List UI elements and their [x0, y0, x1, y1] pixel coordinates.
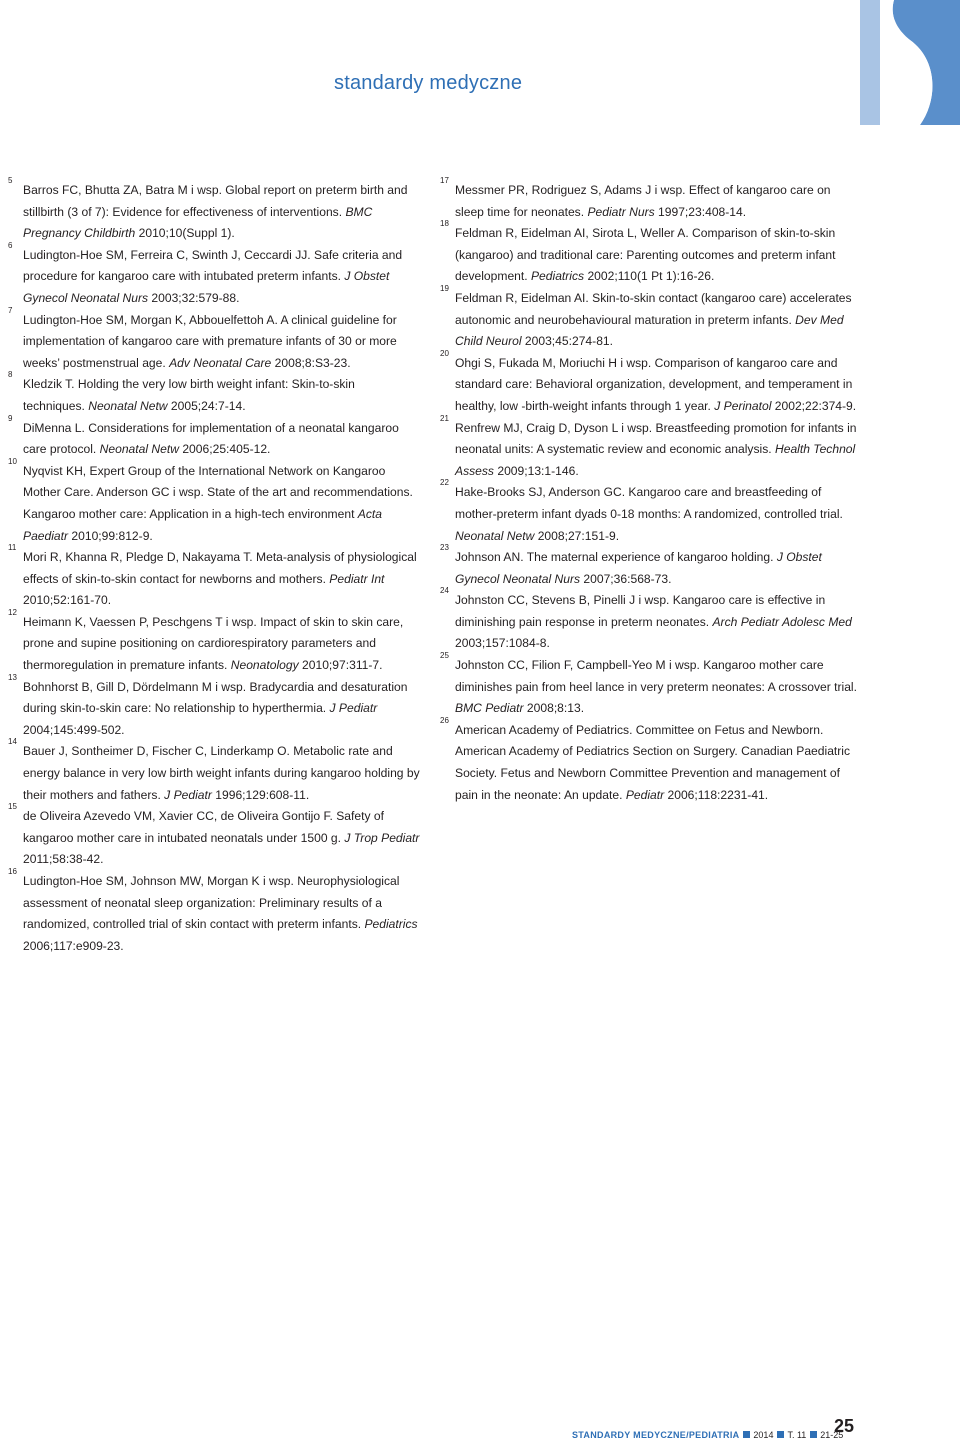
corner-decoration — [850, 0, 960, 125]
reference-item: 25 Johnston CC, Filion F, Campbell-Yeo M i wsp. Kangaroo mother care diminishes pain from heel lance in very preterm neonates: A crossover trial. BMC Pediatr 2008;8:13. — [440, 651, 857, 716]
reference-item: 20 Ohgi S, Fukada M, Moriuchi H i wsp. Comparison of kangaroo care and standard care: Behavioral organization, development, and temperament in healthy, low -birth-weight infants through 1 year. J Perinatol 2002;22:374-9. — [440, 348, 857, 413]
reference-item: 5 Barros FC, Bhutta ZA, Batra M i wsp. Global report on preterm birth and stillbirth (3 of 7): Evidence for effectiveness of interventions. BMC Pregnancy Childbirth 2010;10(Suppl 1). — [8, 176, 408, 241]
footer-volume: T. 11 — [787, 1430, 807, 1440]
reference-item: 11 Mori R, Khanna R, Pledge D, Nakayama T. Meta-analysis of physiological effects of skin-to-skin contact for newborns and mothers. Pediatr Int 2010;52:161-70. — [8, 543, 417, 608]
reference-item: 26 American Academy of Pediatrics. Committee on Fetus and Newborn. American Academy of Pediatrics Section on Surgery. Canadian Paediatric Society. Fetus and Newborn Committee Prevention and management of pain in the neonate: An update. Pediatr 2006;118:2231-41. — [440, 715, 851, 802]
running-header: standardy medyczne — [334, 72, 523, 94]
reference-item: 24 Johnston CC, Stevens B, Pinelli J i wsp. Kangaroo care is effective in diminishing pain response in preterm neonates. Arch Pediatr Adolesc Med 2003;157:1084-8. — [440, 586, 852, 651]
reference-item: 10 Nyqvist KH, Expert Group of the International Network on Kangaroo Mother Care. Anderson GC i wsp. State of the art and recommendations. Kangaroo mother care: Application in a high-tech environment Acta Paediatr 2010;99:812-9. — [8, 456, 413, 543]
page-footer — [572, 1416, 855, 1442]
reference-item: 8 Kledzik T. Holding the very low birth weight infant: Skin-to-skin techniques. Neonatal Netw 2005;24:7-14. — [8, 370, 355, 413]
reference-item: 7 Ludington-Hoe SM, Morgan K, Abbouelfettoh A. A clinical guideline for implementation of kangaroo care with premature infants of 30 or more weeks’ postmenstrual age. Adv Neonatal Care 2008;8:S3-23. — [8, 305, 397, 370]
footer-journal: STANDARDY MEDYCZNE — [572, 1430, 687, 1440]
reference-item: 23 Johnson AN. The maternal experience of kangaroo holding. J Obstet Gynecol Neonatal Nurs 2007;36:568-73. — [440, 543, 822, 586]
reference-item: 6 Ludington-Hoe SM, Ferreira C, Swinth J, Ceccardi JJ. Safe criteria and procedure for kangaroo care with intubated preterm infants. J Obstet Gynecol Neonatal Nurs 2003;32:579-88. — [8, 240, 403, 305]
reference-item: 22 Hake-Brooks SJ, Anderson GC. Kangaroo care and breastfeeding of mother-preterm infant dyads 0-18 months: A randomized, controlled trial. Neonatal Netw 2008;27:151-9. — [440, 478, 843, 543]
reference-item: 21 Renfrew MJ, Craig D, Dyson L i wsp. Breastfeeding promotion for infants in neonatal units: A systematic review and economic analysis. Health Technol Assess 2009;13:1-146. — [440, 413, 857, 478]
square-bullet-icon — [777, 1431, 784, 1438]
square-bullet-icon — [743, 1431, 750, 1438]
reference-item: 12 Heimann K, Vaessen P, Peschgens T i wsp. Impact of skin to skin care, prone and supine positioning on cardiorespiratory parameters and thermoregulation in premature infants. Neonatology 2010;97:311-7. — [8, 607, 404, 673]
reference-item: 13 Bohnhorst B, Gill D, Dördelmann M i wsp. Bradycardia and desaturation during skin-to-skin care: No relationship to hyperthermia. J Pediatr 2004;145:499-502. — [8, 672, 408, 737]
reference-item: 18 Feldman R, Eidelman AI, Sirota L, Weller A. Comparison of skin-to-skin (kangaroo) and traditional care: Parenting outcomes and preterm infant development. Pediatrics 2002;110(1 Pt 1):16-26. — [440, 219, 836, 284]
footer-year: 2014 — [753, 1430, 774, 1440]
footer-section: /PEDIATRIA — [686, 1430, 740, 1440]
references-left-column — [8, 176, 420, 957]
reference-item: 17 Messmer PR, Rodriguez S, Adams J i wsp. Effect of kangaroo care on sleep time for neonates. Pediatr Nurs 1997;23:408-14. — [440, 176, 831, 219]
reference-item: 15 de Oliveira Azevedo VM, Xavier CC, de Oliveira Gontijo F. Safety of kangaroo mother care in intubated neonatals under 1500 g. J Trop Pediatr 2011;58:38-42. — [8, 802, 420, 867]
square-bullet-icon — [810, 1431, 817, 1438]
reference-item: 9 DiMenna L. Considerations for implementation of a neonatal kangaroo care protocol. Neonatal Netw 2006;25:405-12. — [8, 413, 399, 457]
reference-item: 14 Bauer J, Sontheimer D, Fischer C, Linderkamp O. Metabolic rate and energy balance in very low birth weight infants during kangaroo holding by their mothers and fathers. J Pediatr 1996;129:608-11. — [8, 737, 420, 802]
reference-item: 19 Feldman R, Eidelman AI. Skin-to-skin contact (kangaroo care) accelerates autonomic and neurobehavioural maturation in preterm infants. Dev Med Child Neurol 2003;45:274-81. — [440, 283, 852, 349]
reference-item: 16 Ludington-Hoe SM, Johnson MW, Morgan K i wsp. Neurophysiological assessment of neonatal sleep organization: Preliminary results of a randomized, controlled trial of skin contact with preterm infants. Pediatrics 2006;117:e909-23. — [8, 867, 418, 953]
page-number: 25 — [834, 1416, 855, 1436]
footer-pages: 21-25 — [820, 1430, 844, 1440]
references-right-column — [440, 176, 858, 806]
